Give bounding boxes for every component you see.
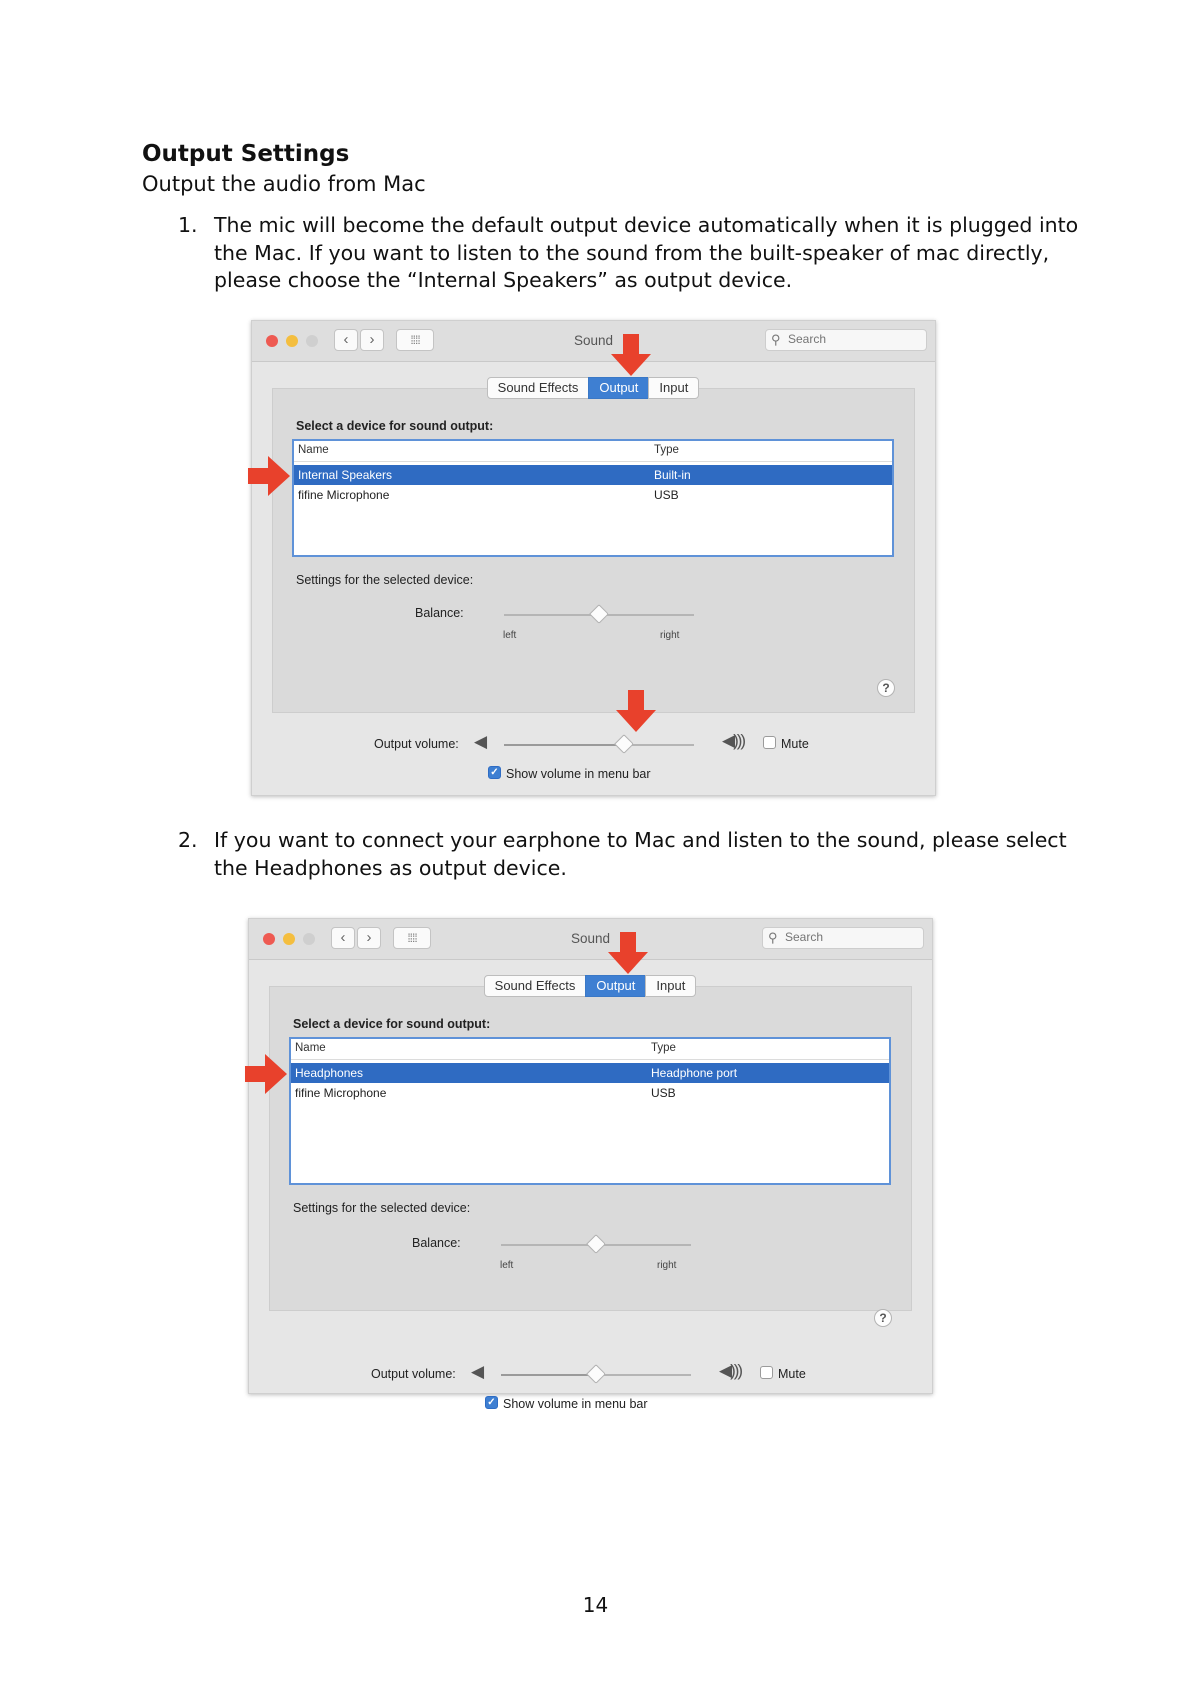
device-type: USB <box>651 1086 676 1100</box>
balance-left-label: left <box>503 630 517 641</box>
speaker-low-icon: ◀ <box>471 1362 485 1381</box>
output-volume-label: Output volume: <box>371 1367 456 1381</box>
device-type: Headphone port <box>651 1066 738 1080</box>
red-arrow-right-icon <box>245 1054 287 1094</box>
search-input[interactable] <box>788 332 918 346</box>
table-header <box>294 441 892 462</box>
column-header-name[interactable]: Name <box>295 1042 326 1054</box>
show-volume-label: Show volume in menu bar <box>503 1397 648 1411</box>
search-field[interactable] <box>762 927 924 949</box>
page-number: 14 <box>582 1593 609 1617</box>
title-bar <box>249 919 932 960</box>
volume-slider-knob[interactable] <box>586 1364 606 1384</box>
table-row-selected[interactable] <box>294 465 892 485</box>
red-arrow-right-icon <box>248 456 290 496</box>
step-number: 2. <box>178 828 198 852</box>
step-number: 1. <box>178 213 198 237</box>
tab-output[interactable]: Output <box>588 377 649 399</box>
device-name: Internal Speakers <box>298 468 393 482</box>
table-row[interactable] <box>291 1083 889 1103</box>
show-volume-checkbox[interactable]: ✓ <box>488 766 501 779</box>
device-table[interactable] <box>292 439 894 557</box>
device-type: Built-in <box>654 468 691 482</box>
red-arrow-down-icon <box>608 932 648 974</box>
column-header-type[interactable]: Type <box>654 444 679 456</box>
speaker-low-icon: ◀ <box>474 732 488 751</box>
table-header <box>291 1039 889 1060</box>
mute-checkbox[interactable] <box>763 736 776 749</box>
search-icon: ⚲ <box>771 332 781 347</box>
balance-right-label: right <box>660 630 680 641</box>
column-header-name[interactable]: Name <box>298 444 329 456</box>
tab-bar <box>252 377 935 399</box>
tab-output[interactable]: Output <box>585 975 646 997</box>
red-arrow-down-icon <box>616 690 656 732</box>
speaker-high-icon: ◀))) <box>719 1361 742 1380</box>
window-title: Sound <box>573 333 614 348</box>
balance-label: Balance: <box>412 1236 461 1250</box>
balance-slider[interactable] <box>504 614 694 616</box>
balance-left-label: left <box>500 1260 514 1271</box>
device-name: Headphones <box>295 1066 364 1080</box>
page-heading: Output Settings <box>142 141 350 167</box>
help-button[interactable]: ? <box>877 679 895 697</box>
mute-label: Mute <box>781 737 809 751</box>
balance-label: Balance: <box>415 606 464 620</box>
help-button[interactable]: ? <box>874 1309 892 1327</box>
volume-slider-fill <box>504 744 624 746</box>
show-volume-checkbox[interactable]: ✓ <box>485 1396 498 1409</box>
chevron-right-icon: › <box>366 929 372 946</box>
grid-icon: ⁞⁞⁞⁞ <box>410 333 420 347</box>
volume-slider-fill <box>501 1374 596 1376</box>
column-header-type[interactable]: Type <box>651 1042 676 1054</box>
device-select-label: Select a device for sound output: <box>293 1017 491 1031</box>
search-icon: ⚲ <box>768 930 778 945</box>
step-text: The mic will become the default output device automatically when it is plugged into the Mac. If you want to listen to the sound from the built-speaker of mac directly, please choose the “Internal Speakers” as output device. <box>214 213 1079 292</box>
output-volume-slider[interactable] <box>501 1374 691 1376</box>
tab-input[interactable]: Input <box>645 975 696 997</box>
mute-label: Mute <box>778 1367 806 1381</box>
window-title: Sound <box>570 931 611 946</box>
page-subheading: Output the audio from Mac <box>142 172 426 196</box>
device-name: fifine Microphone <box>295 1086 387 1100</box>
search-field[interactable] <box>765 329 927 351</box>
device-type: USB <box>654 488 679 502</box>
red-arrow-down-icon <box>611 334 651 376</box>
output-volume-label: Output volume: <box>374 737 459 751</box>
table-row-selected[interactable] <box>291 1063 889 1083</box>
settings-label: Settings for the selected device: <box>293 1201 471 1215</box>
chevron-left-icon: ‹ <box>343 331 349 348</box>
table-row[interactable] <box>294 485 892 505</box>
chevron-right-icon: › <box>369 331 375 348</box>
tab-sound-effects[interactable]: Sound Effects <box>487 377 590 399</box>
title-bar <box>252 321 935 362</box>
sound-preferences-window-2 <box>248 918 933 1411</box>
mute-checkbox[interactable] <box>760 1366 773 1379</box>
show-volume-label: Show volume in menu bar <box>506 767 651 781</box>
device-select-label: Select a device for sound output: <box>296 419 494 433</box>
step-text: If you want to connect your earphone to Mac and listen to the sound, please select the Headphones as output device. <box>214 828 1067 880</box>
search-input[interactable] <box>785 930 915 944</box>
balance-right-label: right <box>657 1260 677 1271</box>
tab-input[interactable]: Input <box>648 377 699 399</box>
sound-preferences-window-1 <box>251 320 936 796</box>
output-volume-slider[interactable] <box>504 744 694 746</box>
speaker-high-icon: ◀))) <box>722 731 745 750</box>
device-name: fifine Microphone <box>298 488 390 502</box>
chevron-left-icon: ‹ <box>340 929 346 946</box>
tab-sound-effects[interactable]: Sound Effects <box>484 975 587 997</box>
tab-bar <box>249 975 932 997</box>
settings-label: Settings for the selected device: <box>296 573 474 587</box>
volume-slider-knob[interactable] <box>614 734 634 754</box>
balance-slider[interactable] <box>501 1244 691 1246</box>
grid-icon: ⁞⁞⁞⁞ <box>407 931 417 945</box>
device-table[interactable] <box>289 1037 891 1185</box>
